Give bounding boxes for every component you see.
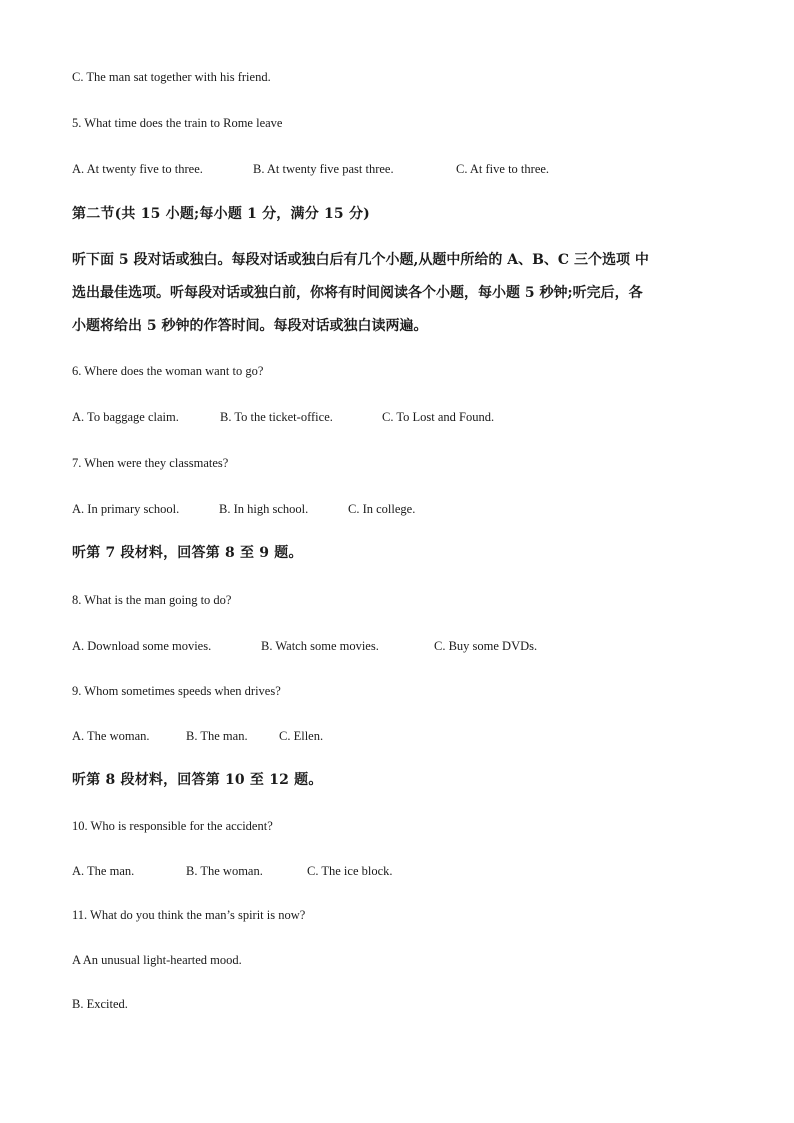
- q10-option-b: B. The woman.: [186, 864, 263, 878]
- question-10-options: [72, 863, 393, 879]
- q10-option-a: A. The man.: [72, 864, 135, 878]
- question-9-options: [72, 728, 323, 744]
- question-10: 10. Who is responsible for the accident?: [72, 819, 273, 833]
- q11-option-a: A An unusual light-hearted mood.: [72, 953, 242, 967]
- question-5-options: [72, 161, 549, 177]
- q10-option-c: C. The ice block.: [307, 864, 393, 878]
- question-7: 7. When were they classmates?: [72, 456, 229, 470]
- q7-option-b: B. In high school.: [219, 502, 309, 516]
- material-7-heading: 听第 7 段材料，回答第 8 至 9 题。: [72, 545, 303, 561]
- q9-option-c: C. Ellen.: [279, 729, 324, 743]
- question-8-options: [72, 638, 537, 654]
- q11-option-b: B. Excited.: [72, 997, 128, 1011]
- section-2-heading: 第二节(共 15 小题;每小题 1 分，满分 15 分): [72, 206, 370, 222]
- q6-option-b: B. To the ticket-office.: [220, 410, 333, 424]
- q9-option-a: A. The woman.: [72, 729, 150, 743]
- instruction-line-3: 小题将给出 5 秒钟的作答时间。每段对话或独白读两遍。: [72, 318, 428, 334]
- question-5: 5. What time does the train to Rome leave: [72, 116, 283, 130]
- question-7-options: [72, 501, 415, 517]
- question-8: 8. What is the man going to do?: [72, 593, 232, 607]
- section-2-instructions: [72, 244, 722, 343]
- q5-option-b: B. At twenty five past three.: [253, 162, 394, 176]
- q8-option-c: C. Buy some DVDs.: [434, 639, 538, 653]
- q8-option-b: B. Watch some movies.: [261, 639, 379, 653]
- q9-option-b: B. The man.: [186, 729, 248, 743]
- q5-option-a: A. At twenty five to three.: [72, 162, 203, 176]
- q6-option-c: C. To Lost and Found.: [382, 410, 495, 424]
- q4-option-c: C. The man sat together with his friend.: [72, 70, 271, 84]
- question-9: 9. Whom sometimes speeds when drives?: [72, 684, 281, 698]
- question-11: 11. What do you think the man’s spirit is now?: [72, 908, 306, 922]
- instruction-line-1: 听下面 5 段对话或独白。每段对话或独白后有几个小题,从题中所给的 A、B、C 三个选项 中: [72, 252, 649, 268]
- q6-option-a: A. To baggage claim.: [72, 410, 179, 424]
- q7-option-a: A. In primary school.: [72, 502, 180, 516]
- q8-option-a: A. Download some movies.: [72, 639, 212, 653]
- question-6-options: [72, 409, 494, 425]
- q5-option-c: C. At five to three.: [456, 162, 550, 176]
- instruction-line-2: 选出最佳选项。听每段对话或独白前，你将有时间阅读各个小题，每小题 5 秒钟;听完后，各: [72, 285, 643, 301]
- q7-option-c: C. In college.: [348, 502, 416, 516]
- material-8-heading: 听第 8 段材料，回答第 10 至 12 题。: [72, 772, 323, 788]
- question-6: 6. Where does the woman want to go?: [72, 364, 264, 378]
